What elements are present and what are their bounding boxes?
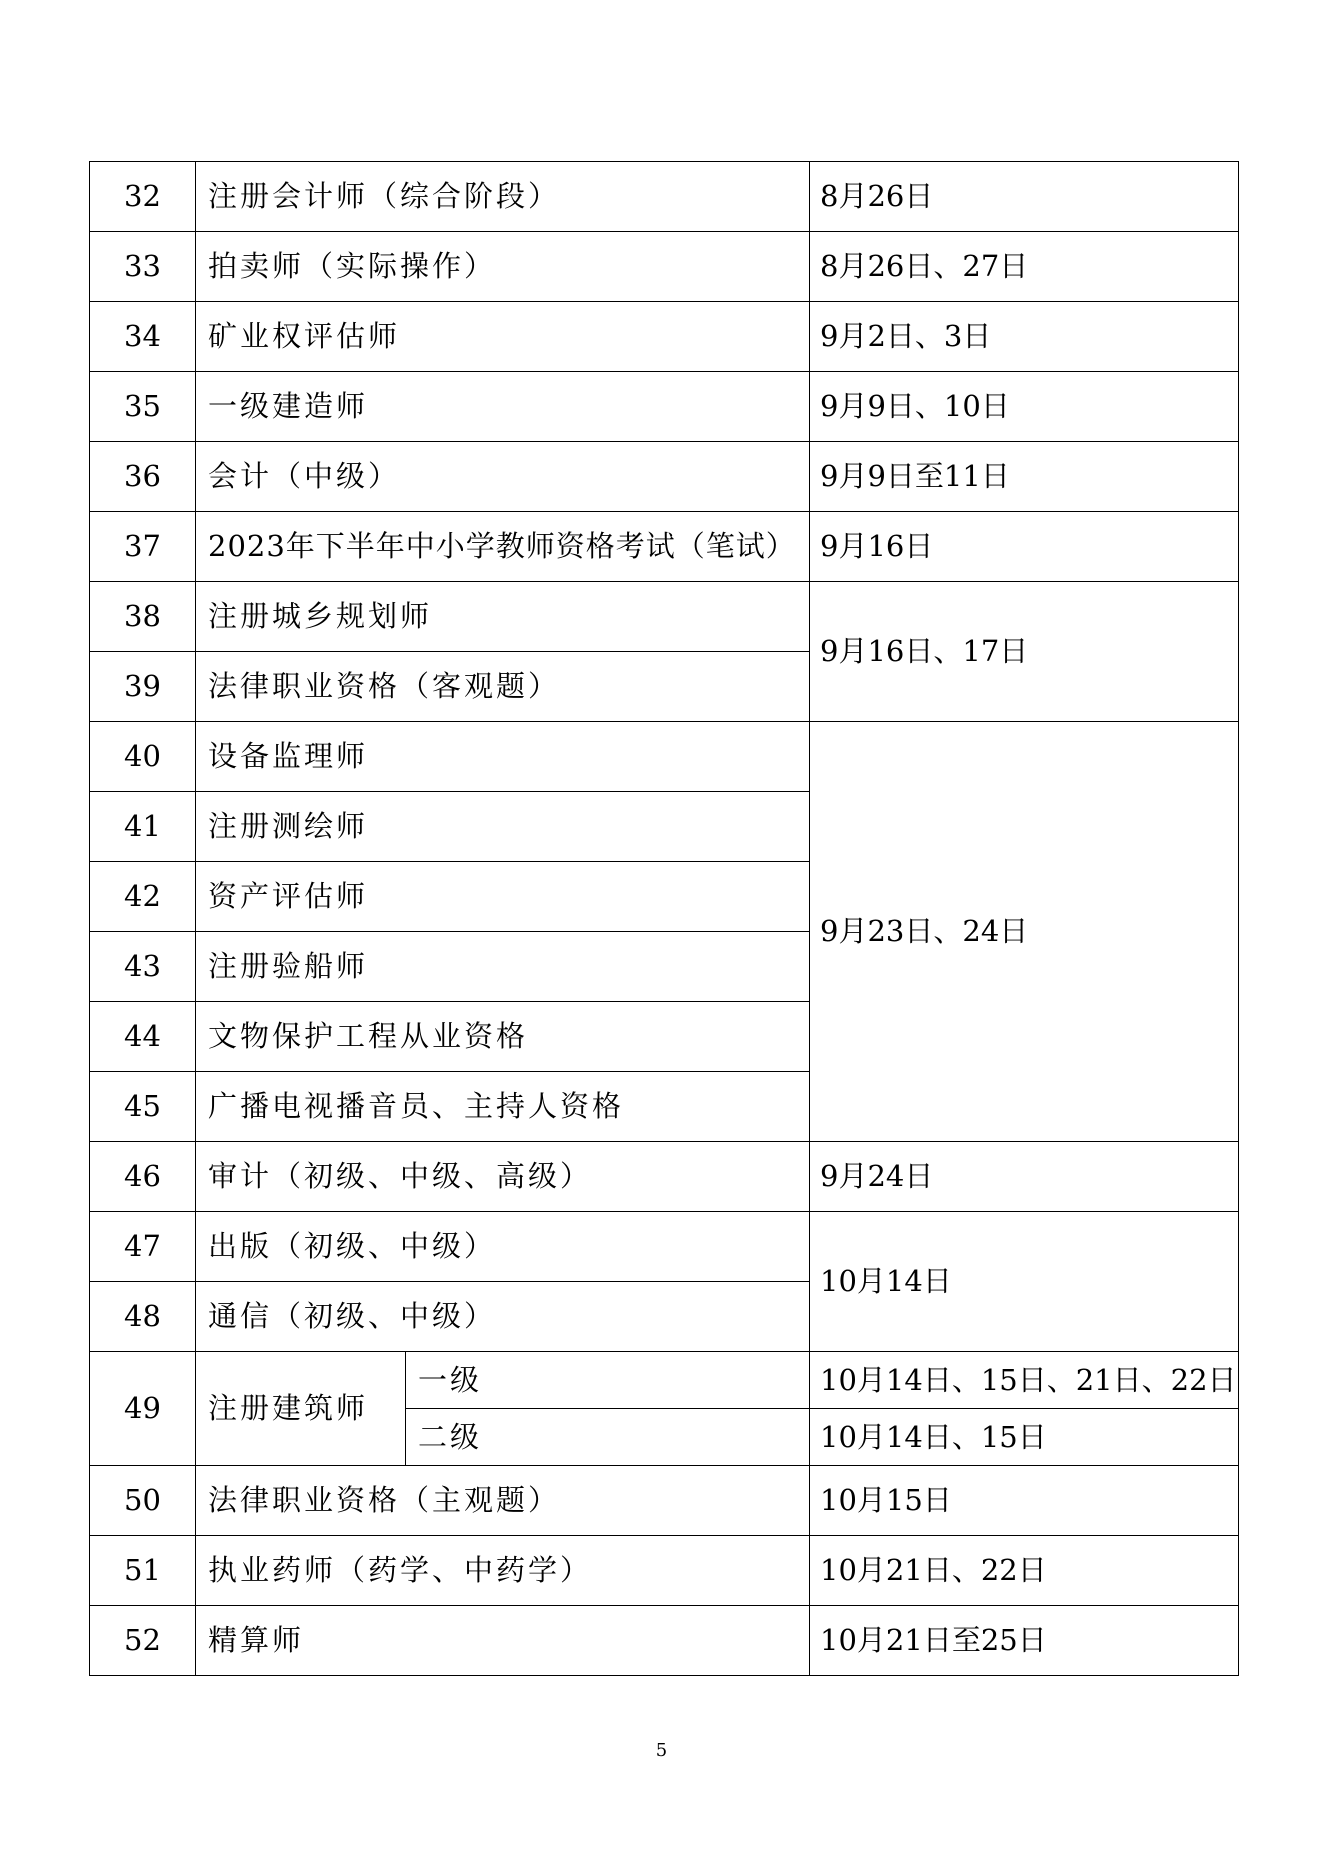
exam-name: 广播电视播音员、主持人资格 — [196, 1072, 810, 1142]
row-number: 45 — [90, 1072, 196, 1142]
exam-date: 8月26日 — [810, 162, 1239, 232]
exam-schedule-table — [89, 161, 1239, 1676]
exam-date: 10月14日、15日、21日、22日 — [810, 1352, 1239, 1409]
row-number: 51 — [90, 1536, 196, 1606]
table-row — [90, 372, 1239, 442]
exam-name: 精算师 — [196, 1606, 810, 1676]
exam-name: 执业药师（药学、中药学） — [196, 1536, 810, 1606]
row-number: 38 — [90, 582, 196, 652]
exam-level: 一级 — [406, 1352, 810, 1409]
exam-date: 9月9日、10日 — [810, 372, 1239, 442]
exam-name: 注册建筑师 — [196, 1352, 406, 1466]
exam-name: 2023年下半年中小学教师资格考试（笔试） — [196, 512, 810, 582]
exam-name: 文物保护工程从业资格 — [196, 1002, 810, 1072]
exam-date: 10月14日、15日 — [810, 1409, 1239, 1466]
row-number: 41 — [90, 792, 196, 862]
row-number: 36 — [90, 442, 196, 512]
exam-date: 10月14日 — [810, 1212, 1239, 1352]
exam-name: 设备监理师 — [196, 722, 810, 792]
exam-name: 一级建造师 — [196, 372, 810, 442]
exam-name: 会计（中级） — [196, 442, 810, 512]
row-number: 39 — [90, 652, 196, 722]
table-row — [90, 1606, 1239, 1676]
table-row — [90, 582, 1239, 652]
exam-level: 二级 — [406, 1409, 810, 1466]
table-row — [90, 302, 1239, 372]
exam-name: 资产评估师 — [196, 862, 810, 932]
page-number: 5 — [655, 1740, 668, 1761]
row-number: 35 — [90, 372, 196, 442]
exam-name: 出版（初级、中级） — [196, 1212, 810, 1282]
table-row — [90, 722, 1239, 792]
row-number: 43 — [90, 932, 196, 1002]
row-number: 40 — [90, 722, 196, 792]
table-row — [90, 162, 1239, 232]
exam-date: 9月9日至11日 — [810, 442, 1239, 512]
row-number: 49 — [90, 1352, 196, 1466]
row-number: 34 — [90, 302, 196, 372]
row-number: 52 — [90, 1606, 196, 1676]
exam-name: 拍卖师（实际操作） — [196, 232, 810, 302]
exam-date: 10月15日 — [810, 1466, 1239, 1536]
row-number: 47 — [90, 1212, 196, 1282]
exam-name: 通信（初级、中级） — [196, 1282, 810, 1352]
row-number: 50 — [90, 1466, 196, 1536]
exam-date: 8月26日、27日 — [810, 232, 1239, 302]
row-number: 33 — [90, 232, 196, 302]
table-row — [90, 1536, 1239, 1606]
exam-date: 9月16日 — [810, 512, 1239, 582]
table-row — [90, 1142, 1239, 1212]
row-number: 42 — [90, 862, 196, 932]
table-row — [90, 232, 1239, 302]
exam-name: 法律职业资格（主观题） — [196, 1466, 810, 1536]
table-row — [90, 512, 1239, 582]
exam-name: 注册验船师 — [196, 932, 810, 1002]
exam-date: 9月23日、24日 — [810, 722, 1239, 1142]
exam-date: 10月21日至25日 — [810, 1606, 1239, 1676]
row-number: 32 — [90, 162, 196, 232]
exam-name: 注册测绘师 — [196, 792, 810, 862]
table-row — [90, 1212, 1239, 1282]
exam-date: 10月21日、22日 — [810, 1536, 1239, 1606]
row-number: 44 — [90, 1002, 196, 1072]
exam-name: 注册会计师（综合阶段） — [196, 162, 810, 232]
exam-date: 9月2日、3日 — [810, 302, 1239, 372]
table-row — [90, 1352, 1239, 1409]
exam-name: 法律职业资格（客观题） — [196, 652, 810, 722]
exam-name: 矿业权评估师 — [196, 302, 810, 372]
row-number: 37 — [90, 512, 196, 582]
row-number: 48 — [90, 1282, 196, 1352]
row-number: 46 — [90, 1142, 196, 1212]
table-row — [90, 442, 1239, 512]
exam-date: 9月16日、17日 — [810, 582, 1239, 722]
table-row — [90, 1466, 1239, 1536]
exam-name: 审计（初级、中级、高级） — [196, 1142, 810, 1212]
exam-date: 9月24日 — [810, 1142, 1239, 1212]
exam-name: 注册城乡规划师 — [196, 582, 810, 652]
